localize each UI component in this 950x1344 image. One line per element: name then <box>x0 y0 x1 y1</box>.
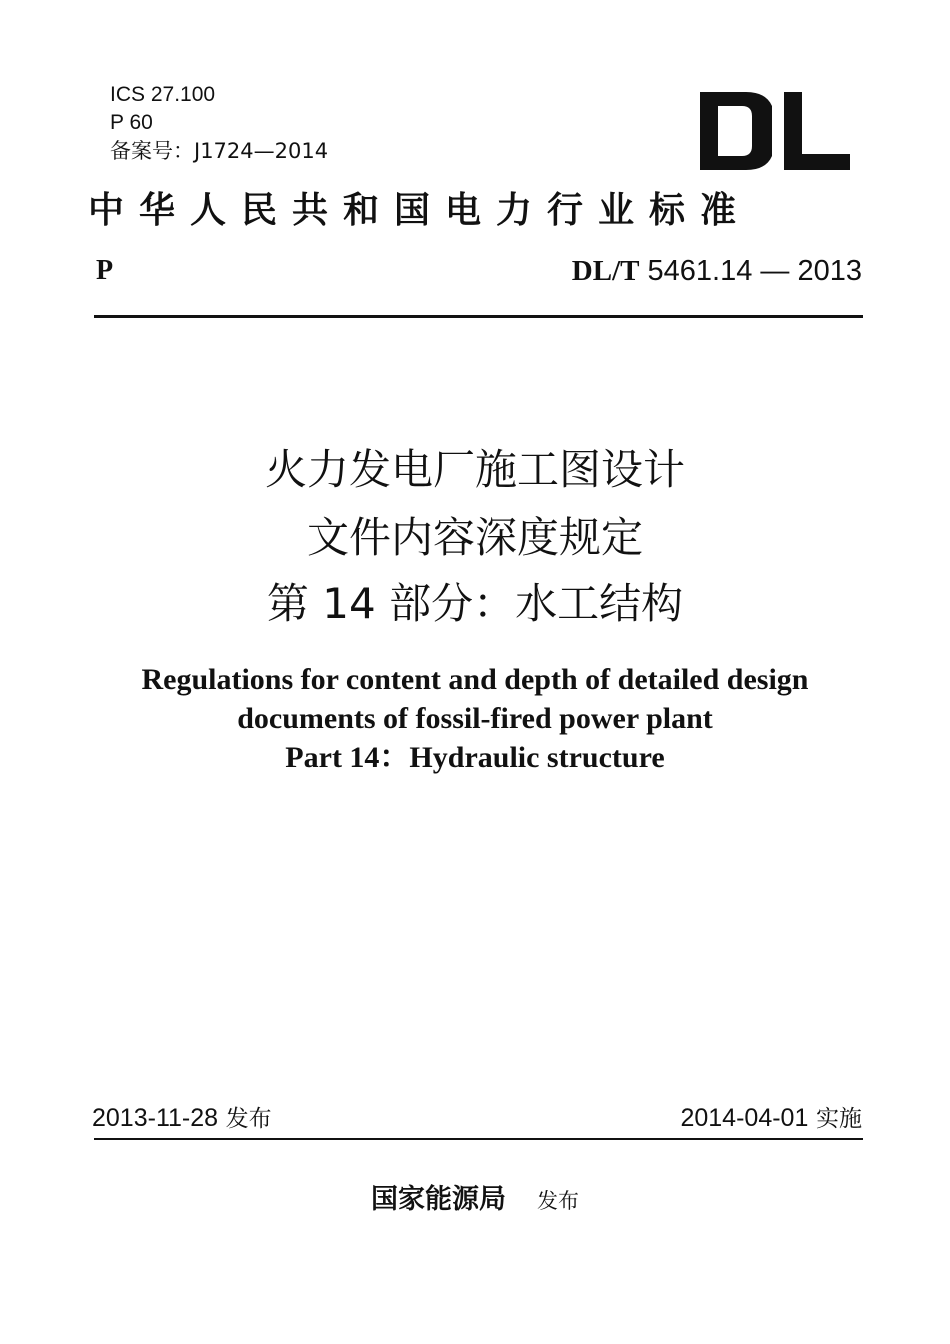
cn-title-line-2: 文件内容深度规定 <box>306 513 643 562</box>
standard-number <box>572 254 862 288</box>
standard-code: DL/T <box>571 255 640 287</box>
record-number: 备案号：J1724—2014 <box>110 139 329 163</box>
classification-code: P 60 <box>110 111 153 134</box>
en-title-line-2: documents of fossil-fired power plant <box>237 702 713 735</box>
cn-title-line-1: 火力发电厂施工图设计 <box>264 445 685 494</box>
issue-date: 2013-11-28 <box>92 1104 219 1132</box>
footer-divider <box>94 1138 863 1140</box>
issue-label: 发布 <box>225 1106 272 1132</box>
standard-number-value: 5461.14 — 2013 <box>647 255 862 287</box>
publisher-line <box>0 1180 950 1223</box>
cn-title-line-3: 第 14 部分：水工结构 <box>266 579 684 628</box>
issue-date-line <box>92 1102 272 1135</box>
implement-date-line <box>680 1102 862 1135</box>
publisher-verb: 发布 <box>537 1189 580 1213</box>
implement-label: 实施 <box>816 1106 862 1132</box>
standard-title: 中华人民共和国电力行业标准 <box>88 189 752 231</box>
publisher-org: 国家能源局 <box>370 1184 506 1215</box>
en-title-line-1: Regulations for content and depth of detailed design <box>141 663 809 696</box>
implement-date: 2014-04-01 <box>680 1104 809 1132</box>
category-letter: P <box>96 255 114 286</box>
header-divider <box>94 315 863 318</box>
en-title-line-3: Part 14：Hydraulic structure <box>285 741 665 774</box>
dl-logo <box>700 92 850 170</box>
ics-code: ICS 27.100 <box>110 83 216 106</box>
